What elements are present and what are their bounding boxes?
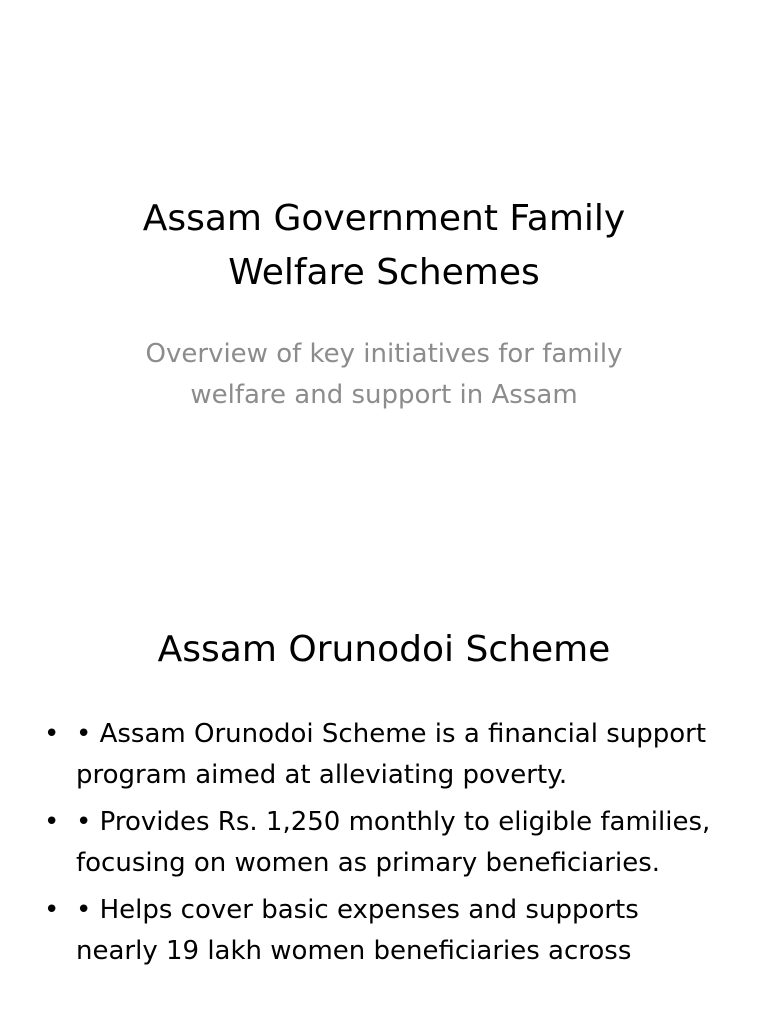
- bullet-text: • Helps cover basic expenses and supports nearly 19 lakh women beneficiaries across: [76, 895, 639, 966]
- content-slide: [0, 576, 768, 1024]
- list-item: [0, 802, 768, 884]
- bullet-marker: •: [44, 719, 60, 749]
- bullet-marker: •: [44, 895, 60, 925]
- presentation-title: Assam Government Family Welfare Schemes: [142, 198, 626, 293]
- list-item: [0, 890, 768, 972]
- list-item: [0, 714, 768, 796]
- bullet-text: • Assam Orunodoi Scheme is a financial support program aimed at alleviating poverty.: [76, 719, 707, 790]
- bullet-list: [0, 714, 768, 978]
- slide-title: Assam Orunodoi Scheme: [157, 629, 611, 670]
- bullet-marker: •: [44, 807, 60, 837]
- bullet-text: • Provides Rs. 1,250 monthly to eligible families, focusing on women as primary beneficiaries.: [76, 807, 711, 878]
- presentation-subtitle: Overview of key initiatives for family welfare and support in Assam: [145, 339, 623, 410]
